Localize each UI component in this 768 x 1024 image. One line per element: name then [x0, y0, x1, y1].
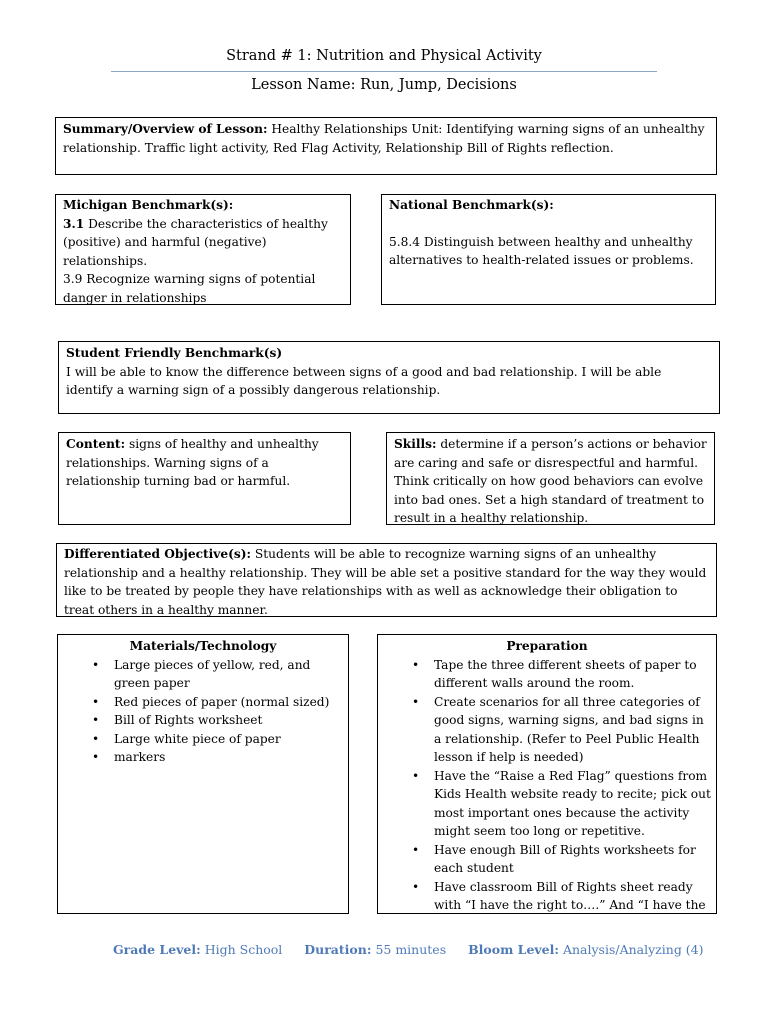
strand-title: Strand # 1: Nutrition and Physical Activity: [226, 48, 542, 64]
summary-box: [55, 117, 717, 175]
summary-label: Summary/Overview of Lesson:: [63, 122, 268, 136]
michigan-label: Michigan Benchmark(s):: [63, 198, 234, 212]
duration-value: 55 minutes: [375, 942, 447, 957]
national-benchmark-box: [381, 194, 716, 305]
grade-level-value: High School: [204, 942, 283, 957]
michigan-item-1-number: 3.1: [63, 216, 85, 231]
grade-level-label: Grade Level:: [113, 942, 201, 957]
title-divider: [111, 71, 657, 72]
list-item: • Red pieces of paper (normal sized): [114, 693, 344, 712]
lesson-name: Lesson Name: Run, Jump, Decisions: [251, 77, 517, 93]
content-text: signs of healthy and unhealthy relationships. Warning signs of a relationship turning bad or harmful.: [66, 437, 319, 488]
list-item: • Large pieces of yellow, red, and green paper: [114, 656, 344, 693]
materials-label: Materials/Technology: [129, 639, 277, 653]
michigan-item-1-text: Describe the characteristics of healthy (positive) and harmful (negative) relationships.: [63, 216, 328, 268]
objective-text: Students will be able to recognize warning signs of an unhealthy relationship and a healthy relationship. They will be able set a positive standard for the way they would like to be treated by people they have relationships with as well as acknowledge their obligation to treat others in a healthy manner.: [64, 547, 707, 617]
student-friendly-text: I will be able to know the difference between signs of a good and bad relationship. I will be able identify a warning sign of a possibly dangerous relationship.: [66, 364, 662, 397]
objective-box: [56, 543, 717, 617]
skills-box: [386, 432, 715, 525]
preparation-list: [382, 656, 712, 915]
bloom-level-value: Analysis/Analyzing (4): [562, 942, 704, 957]
national-label: National Benchmark(s):: [389, 198, 554, 212]
michigan-item-2: 3.9 Recognize warning signs of potential danger in relationships: [63, 272, 316, 305]
content-box: [58, 432, 351, 525]
preparation-label: Preparation: [506, 639, 588, 653]
student-friendly-box: [58, 341, 720, 414]
materials-list: [62, 656, 344, 767]
list-item: • Bill of Rights worksheet: [114, 711, 344, 730]
duration-label: Duration:: [304, 942, 372, 957]
list-item: • Large white piece of paper: [114, 730, 344, 749]
bloom-level-label: Bloom Level:: [468, 942, 559, 957]
skills-label: Skills:: [394, 437, 437, 451]
skills-text: determine if a person’s actions or behavior are caring and safe or disrespectful and harmful. Think critically on how good behaviors can evolve into bad ones. Set a high standard of treatment to result in a healthy relationship.: [394, 437, 707, 525]
student-friendly-label: Student Friendly Benchmark(s): [66, 346, 283, 360]
list-item: • Have enough Bill of Rights worksheets for each student: [434, 841, 712, 878]
list-item: • Create scenarios for all three categories of good signs, warning signs, and bad signs in a relationship. (Refer to Peel Public Health lesson if help is needed): [434, 693, 712, 767]
materials-box: [57, 634, 349, 914]
national-text: 5.8.4 Distinguish between healthy and unhealthy alternatives to health-related issues or problems.: [389, 234, 694, 267]
footer-info: [113, 942, 704, 957]
list-item: • Have the “Raise a Red Flag” questions from Kids Health website ready to recite; pick out most important ones because the activity might seem too long or repetitive.: [434, 767, 712, 841]
preparation-box: [377, 634, 717, 914]
michigan-item-1: [63, 215, 343, 271]
list-item: • markers: [114, 748, 344, 767]
michigan-benchmark-box: [55, 194, 351, 305]
summary-text: Healthy Relationships Unit: Identifying warning signs of an unhealthy relationship. Traffic light activity, Red Flag Activity, Relationship Bill of Rights reflection.: [63, 122, 705, 155]
list-item: • Have classroom Bill of Rights sheet ready with “I have the right to….” And “I have the: [434, 878, 712, 915]
objective-label: Differentiated Objective(s):: [64, 547, 252, 561]
list-item: • Tape the three different sheets of paper to different walls around the room.: [434, 656, 712, 693]
content-label: Content:: [66, 437, 126, 451]
